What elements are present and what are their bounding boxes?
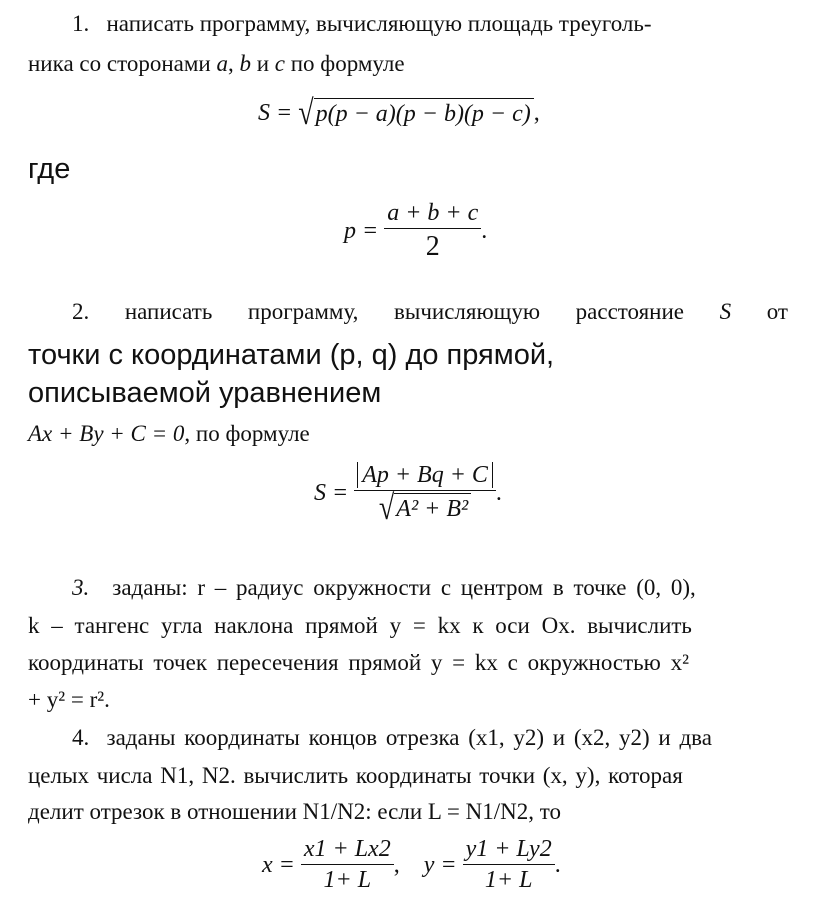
task1-number: 1. xyxy=(72,11,90,36)
task2-line1: 2. написать программу, вычисляющую расстояние S от xyxy=(72,299,788,324)
task4-line2: целых числа N1, N2. вычислить координаты точки (x, y), которая xyxy=(28,763,683,788)
where-label: где xyxy=(28,153,71,185)
heron-formula: S = √ p(p − a)(p − b)(p − c) , xyxy=(258,94,540,133)
point-x-formula: x = $\frac{x1 + Lx2}{1+ L}$ , y = $\frac{y1 + Ly2}{1+ L}$ . xyxy=(262,836,561,893)
task3-line2: k – тангенс угла наклона прямой y = kx к оси Ox. вычислить xyxy=(28,613,692,638)
task2-line2: точки с координатами (p, q) до прямой, xyxy=(28,339,555,371)
distance-formula: S = Ap + Bq + C √ A² + B² . xyxy=(314,462,502,528)
task3-line4: + y² = r². xyxy=(28,687,110,712)
task1-text: написать программу, вычисляющую площадь треуголь- xyxy=(106,11,652,36)
task3-line1: 3. заданы: r – радиус окружности с центром в точке (0, 0), xyxy=(72,575,696,600)
task2-line3: описываемой уравнением xyxy=(28,377,382,409)
task1-line2: ника со сторонами a, b и c по формуле xyxy=(28,51,405,76)
task4-line1: 4. заданы координаты концов отрезка (x1, y2) и (x2, y2) и два xyxy=(72,725,712,750)
task1-line1 xyxy=(72,10,652,38)
semiperimeter-formula: p = $\frac{a + b + c}{2}$ . xyxy=(344,200,488,262)
sqrt: √ p(p − a)(p − b)(p − c) xyxy=(298,98,534,128)
task4-line3: делит отрезок в отношении N1/N2: если L = N1/N2, то xyxy=(28,799,561,824)
task3-line3: координаты точек пересечения прямой y = kx с окружностью x² xyxy=(28,650,689,675)
task2-line4: Ax + By + C = 0, по формуле xyxy=(28,421,310,446)
